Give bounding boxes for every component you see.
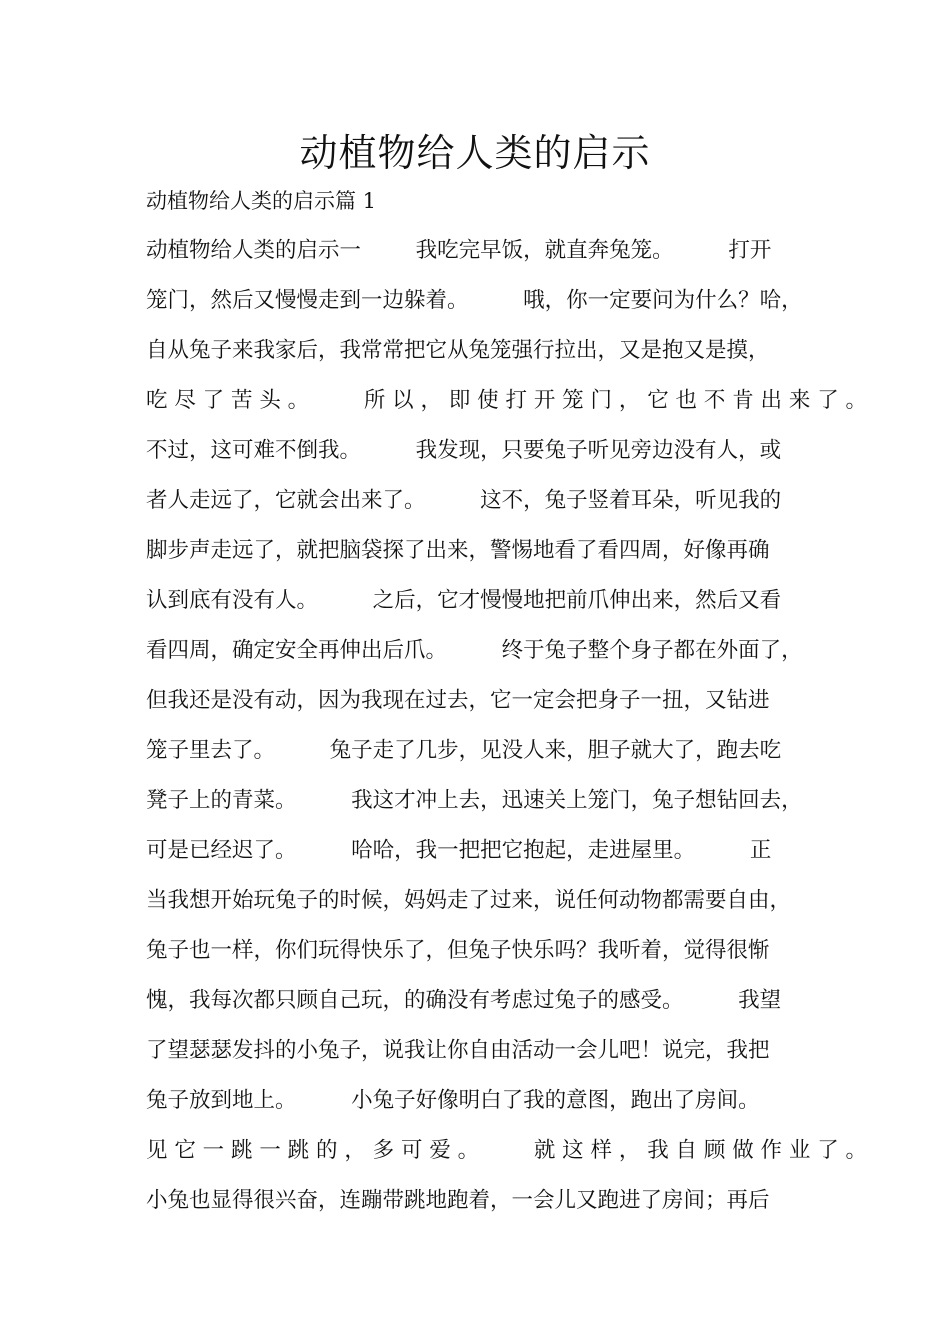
body-line: 小兔也显得很兴奋，连蹦带跳地跑着，一会儿又跑进了房间；再后 [146,1188,770,1213]
body-line: 自从兔子来我家后，我常常把它从兔笼强行拉出，又是抱又是摸， [146,338,770,363]
body-line: 了望瑟瑟发抖的小兔子，说我让你自由活动一会儿吧！说完，我把 [146,1038,770,1063]
body-line: 看四周，确定安全再伸出后爪。 终于兔子整个身子都在外面了， [146,638,803,663]
body-line: 者人走远了，它就会出来了。 这不，兔子竖着耳朵，听见我的 [146,488,782,513]
body-line: 不过，这可难不倒我。 我发现，只要兔子听见旁边没有人，或 [146,438,782,463]
body-line: 动植物给人类的启示一 我吃完早饭，就直奔兔笼。 打开 [146,238,772,263]
body-line: 笼门，然后又慢慢走到一边躲着。 哦，你一定要问为什么？哈， [146,288,803,313]
body-line: 凳子上的青菜。 我这才冲上去，迅速关上笼门，兔子想钻回去， [146,788,803,813]
body-line: 见 它 一 跳 一 跳 的 ， 多 可 爱 。 就 这 样 ， 我 自 顾 做 作 业 了 。 [146,1138,868,1163]
body-text [146,234,868,1234]
body-line: 可是已经迟了。 哈哈，我一把把它抱起，走进屋里。 正 [146,838,772,863]
body-line: 但我还是没有动，因为我现在过去，它一定会把身子一扭，又钻进 [146,688,770,713]
body-line: 兔子也一样，你们玩得快乐了，但兔子快乐吗？我听着，觉得很惭 [146,938,770,963]
body-line: 笼子里去了。 兔子走了几步，见没人来，胆子就大了，跑去吃 [146,738,782,763]
body-line: 兔子放到地上。 小兔子好像明白了我的意图，跑出了房间。 [146,1088,760,1113]
body-line: 认到底有没有人。 之后，它才慢慢地把前爪伸出来，然后又看 [146,588,782,613]
body-line: 脚步声走远了，就把脑袋探了出来，警惕地看了看四周，好像再确 [146,538,770,563]
document-title: 动植物给人类的启示 [299,131,651,175]
body-line: 吃 尽 了 苦 头 。 所 以 ， 即 使 打 开 笼 门 ， 它 也 不 肯 出 来 了 。 [146,388,868,413]
section-heading: 动植物给人类的启示篇 1 [146,189,377,213]
body-line: 当我想开始玩兔子的时候，妈妈走了过来，说任何动物都需要自由， [146,888,792,913]
body-line: 愧，我每次都只顾自己玩，的确没有考虑过兔子的感受。 我望 [146,988,782,1013]
